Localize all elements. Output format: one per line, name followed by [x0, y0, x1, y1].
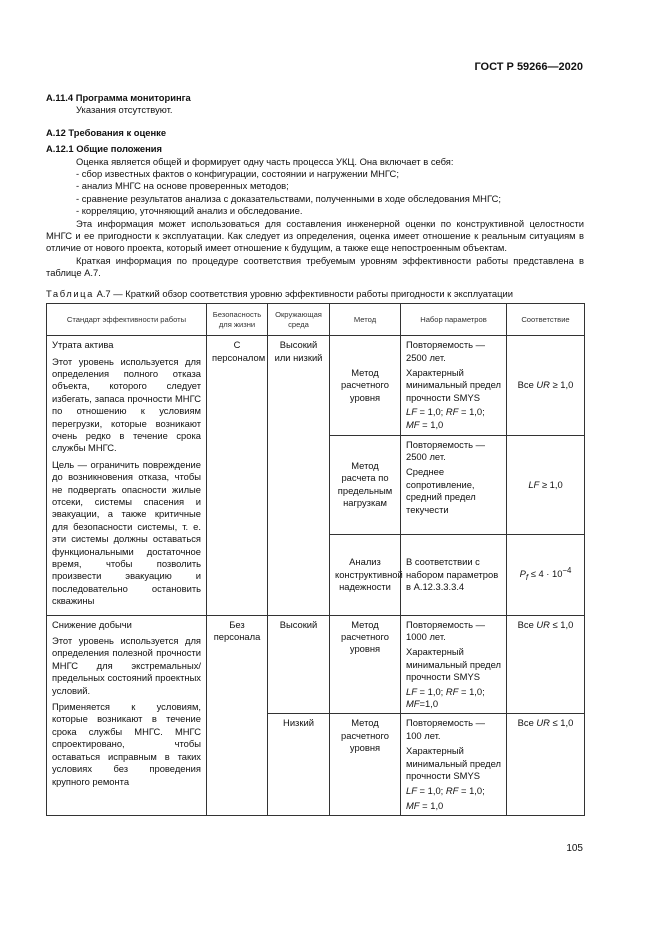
environment-cell: Высокий	[268, 615, 330, 714]
mf-symbol: MF	[406, 698, 420, 710]
rf-symbol: RF	[445, 784, 459, 796]
param-line: Повторяемость — 100 лет.	[406, 717, 486, 741]
column-header: Окружающая среда	[268, 304, 330, 336]
compliance-value: ≥ 1,0	[539, 478, 563, 490]
compliance-cell	[507, 615, 585, 714]
parameters-cell	[401, 336, 507, 435]
compliance-symbol: UR	[536, 618, 550, 630]
table-row	[47, 615, 585, 714]
parameters-cell	[401, 615, 507, 714]
compliance-subscript: f	[525, 573, 529, 583]
lf-value: = 1,0;	[416, 784, 446, 796]
lf-value: = 1,0;	[416, 406, 446, 418]
compliance-value: ≥ 1,0	[549, 379, 574, 391]
bullet-list	[46, 168, 584, 218]
column-header: Безопасность для жизни	[207, 304, 268, 336]
lf-symbol: LF	[406, 685, 417, 697]
param-line: Среднее сопротивление, средний предел текучести	[406, 466, 476, 515]
rf-symbol: RF	[445, 685, 459, 697]
list-item: - корреляцию, уточняющий анализ и обследование.	[76, 205, 303, 217]
lf-symbol: LF	[406, 406, 417, 418]
rf-value: = 1,0;	[458, 784, 485, 796]
param-factors	[406, 800, 501, 812]
param-factors	[406, 785, 501, 797]
standard-cell	[47, 615, 207, 816]
safety-cell: С персоналом	[207, 336, 268, 616]
list-item: - сбор известных фактов о конфигурации, состоянии и нагружении МНГС;	[76, 168, 399, 180]
compliance-prefix: Все	[517, 618, 537, 630]
standard-description: Применяется к условиям, которые возникают в течение срока службы МНГС. МНГС спроектировано, чтобы оставаться исправным в таких условиях без проведения крупного ремонта	[52, 701, 201, 787]
safety-cell: Без персонала	[207, 615, 268, 816]
standard-cell	[47, 336, 207, 616]
standard-description: Этот уровень используется для определения полного отказа объекта, которого следует избегать, запаса прочности МНГС по отношению к условиям перегрузки, которые возникают очень редко в течение срока службы МНГС.	[52, 355, 201, 454]
column-header: Набор параметров	[401, 304, 507, 336]
lf-symbol: LF	[406, 784, 417, 796]
param-line: Повторяемость — 2500 лет.	[406, 438, 486, 462]
method-cell: Метод расчетного уровня	[330, 336, 401, 435]
lf-value: = 1,0;	[416, 685, 446, 697]
compliance-cell	[507, 336, 585, 435]
param-line: Характерный минимальный предел прочности SMYS	[406, 646, 502, 683]
method-cell: Анализ конструктивной надежности	[330, 535, 401, 616]
rf-value: = 1,0;	[458, 685, 485, 697]
mf-value: =1,0	[419, 698, 439, 710]
heading-a12: А.12 Требования к оценке	[46, 126, 167, 138]
page-number: 105	[566, 843, 583, 854]
column-header: Соответствие	[507, 304, 585, 336]
column-header: Метод	[330, 304, 401, 336]
caption-label: Таблица	[46, 287, 94, 299]
mf-value: = 1,0	[419, 418, 444, 430]
compliance-symbol: LF	[528, 478, 540, 490]
standard-description: Этот уровень используется для определения полезной прочности МНГС для экстремальных/ предельных состояний проектных условий.	[52, 635, 201, 696]
compliance-value: ≤ 4 · 10	[528, 568, 563, 580]
paragraph: Краткая информация по процедуре соответствия требуемым уровням эффективности работы представлена в таблице А.7.	[46, 254, 584, 279]
compliance-cell	[507, 435, 585, 535]
compliance-cell	[507, 714, 585, 816]
parameters-cell	[401, 714, 507, 816]
compliance-cell	[507, 535, 585, 616]
list-item: - сравнение результатов анализа с доказательствами, полученными в ходе обследования МНГС;	[76, 192, 501, 204]
standard-description: Цель — ограничить повреждение до возникновения отказа, чтобы не подвергать опасности жилые отсеки, системы спасения и эвакуации, а также критичные для безопасности системы, т. е. эти системы должны оставаться функциональными достаточное время, чтобы позволить произвести эвакуацию и последовательно остановить скважины	[52, 458, 201, 607]
standard-title: Утрата актива	[52, 339, 114, 351]
param-line: Характерный минимальный предел прочности SMYS	[406, 745, 502, 782]
compliance-value: ≤ 1,0	[549, 717, 574, 729]
mf-symbol: MF	[406, 418, 420, 430]
param-line: Повторяемость — 1000 лет.	[406, 618, 486, 643]
parameters-cell	[401, 435, 507, 535]
parameters-cell: В соответствии с набором параметров в А.12.3.3.3.4	[401, 535, 507, 616]
compliance-value: ≤ 1,0	[549, 618, 574, 630]
table-row	[47, 336, 585, 435]
page-content	[46, 92, 584, 816]
compliance-symbol: UR	[536, 379, 550, 391]
environment-cell: Высокий или низкий	[268, 336, 330, 616]
table-header-row	[47, 304, 585, 336]
table-caption	[46, 288, 584, 300]
compliance-prefix: Все	[517, 717, 537, 729]
compliance-exponent: −4	[562, 566, 572, 576]
compliance-symbol: UR	[536, 717, 550, 729]
heading-a121: А.12.1 Общие положения	[46, 143, 163, 155]
paragraph: Эта информация может использоваться для составления инженерной оценки по конструктивной целостности МНГС и ее пригодности к эксплуатации. Как следует из определения, оценка имеет отношение к реальным ситуациям в отличие от нового проекта, который имеет отношение к будущим, а также еще непостроенным объектам.	[46, 217, 584, 254]
param-factors	[406, 686, 501, 698]
param-factors	[406, 698, 501, 710]
standard-title: Снижение добычи	[52, 618, 132, 630]
param-line: Повторяемость — 2500 лет.	[406, 339, 486, 363]
param-factors	[406, 406, 501, 418]
rf-value: = 1,0;	[458, 406, 485, 418]
compliance-table	[46, 303, 585, 816]
method-cell: Метод расчетного уровня	[330, 714, 401, 816]
param-factors	[406, 419, 501, 431]
mf-value: = 1,0	[419, 799, 444, 811]
column-header: Стандарт эффективности работы	[47, 304, 207, 336]
environment-cell: Низкий	[268, 714, 330, 816]
document-code: ГОСТ Р 59266—2020	[474, 61, 583, 73]
mf-symbol: MF	[406, 799, 420, 811]
intro-a121: Оценка является общей и формирует одну часть процесса УКЦ. Она включает в себя:	[76, 155, 454, 167]
caption-text: А.7 — Краткий обзор соответствия уровню эффективности работы пригодности к эксплуатации	[93, 287, 513, 299]
text-a114: Указания отсутствуют.	[76, 104, 173, 116]
method-cell: Метод расчета по предельным нагрузкам	[330, 435, 401, 535]
compliance-symbol: P	[519, 568, 526, 580]
rf-symbol: RF	[445, 406, 459, 418]
method-cell: Метод расчетного уровня	[330, 615, 401, 714]
compliance-prefix: Все	[517, 379, 537, 391]
param-line: Характерный минимальный предел прочности SMYS	[406, 366, 502, 403]
heading-a114: А.11.4 Программа мониторинга	[46, 92, 191, 103]
list-item: - анализ МНГС на основе проверенных методов;	[76, 180, 289, 192]
